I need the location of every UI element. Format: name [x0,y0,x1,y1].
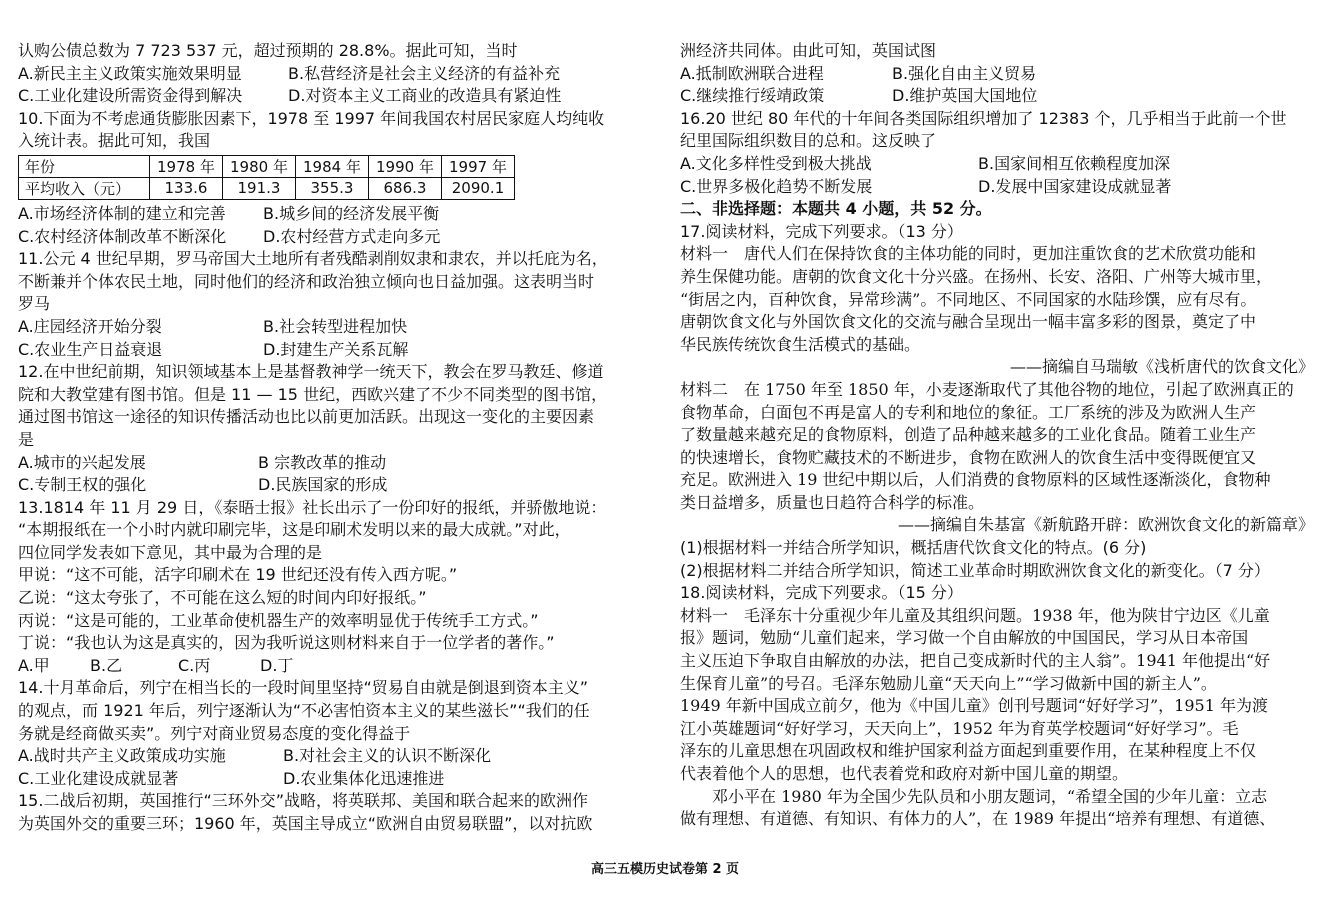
q18-material1: 报》题词，勉励“儿童们起来，学习做一个自由解放的中国国民，学习从日本帝国 [680,628,1249,648]
q10-options-row2 [18,226,656,249]
table-header-row [19,155,515,177]
q12-option-d: D.民族国家的形成 [258,475,388,495]
q10-options-row1 [18,203,656,226]
q15-option-b: B.强化自由主义贸易 [892,63,1037,83]
q15-stem: 洲经济共同体。由此可知，英国试图 [680,41,937,60]
q13-stem: “本期报纸在一个小时内就印刷完毕，这是印刷术发明以来的最大成就。”对此， [18,520,571,540]
q17-material2: 材料二 在 1750 年至 1850 年，小麦逐渐取代了其他谷物的地位，引起了欧洲真正的 [680,379,1294,399]
table-cell: 2090.1 [442,177,515,199]
q17-material1: 养生保健功能。唐朝的饮食文化十分兴盛。在扬州、长安、洛阳、广州等大城市里， [680,266,1273,286]
left-column [18,40,656,836]
q12-stem: 是 [18,429,35,449]
q12-options-row2 [18,474,656,497]
q16-stem: 16.20 世纪 80 年代的十年间各类国际组织增加了 12383 个，几乎相当于此前一个世 [680,108,1287,128]
q10-option-c: C.农村经济体制改革不断深化 [18,226,227,246]
q18-material1: 代表着他个人的思想，也代表着党和政府对新中国儿童的期望。 [680,764,1129,783]
table-cell: 191.3 [223,177,296,199]
q12-option-b: B 宗教改革的推动 [258,452,387,472]
table-cell: 1997 年 [442,155,515,177]
table-row [19,177,515,199]
q10-option-d: D.农村经营方式走向多元 [263,226,441,246]
q16-option-b: B.国家间相互依赖程度加深 [978,153,1171,173]
q14-option-d: D.农业集体化迅速推进 [283,768,445,788]
q14-stem: 14.十月革命后，列宁在相当长的一段时间里坚持“贸易自由就是倒退到资本主义” [18,678,589,698]
q12-stem: 通过图书馆这一途径的知识传播活动也比以前更加活跃。出现这一变化的主要因素 [18,407,595,427]
q17-material2: 的快速增长，食物贮藏技术的不断进步，食物在欧洲人的饮食生活中变得既便宜又 [680,447,1257,467]
q15-option-d: D.维护英国大国地位 [892,86,1038,106]
q14-option-c: C.工业化建设成就显著 [18,768,179,788]
q13-option-c: C.丙 [178,655,211,675]
q17-question-1: (1)根据材料一并结合所学知识，概括唐代饮食文化的特点。(6 分) [680,538,1147,558]
q12-option-a: A.城市的兴起发展 [18,452,146,472]
q11-stem: 11.公元 4 世纪早期，罗马帝国大土地所有者残酷剥削奴隶和隶农，并以托庇为名， [18,249,608,269]
section-heading: 二、非选择题：本题共 4 小题，共 52 分。 [680,199,992,219]
q17-material2: 食物革命，白面包不再是富人的专利和地位的象征。工厂系统的涉及为欧洲人生产 [680,402,1257,422]
q11-option-d: D.封建生产关系瓦解 [263,339,409,359]
q14-option-a: A.战时共产主义政策成功实施 [18,746,226,766]
q13-option-a: A.甲 [18,655,50,675]
page-footer: 高三五模历史试卷第 2 页 [590,862,740,877]
q17-material1-source: ——摘编自马瑞敏《浅析唐代的饮食文化》 [1009,357,1314,377]
q17-material2: 类日益增多，质量也日趋符合科学的标准。 [680,492,985,512]
q15-option-c: C.继续推行绥靖政策 [680,86,825,106]
q18-material1: 泽东的儿童思想在巩固政权和维护国家利益方面起到重要作用，在某种程度上不仅 [680,741,1257,761]
q17-material1: 华民族传统饮食生活模式的基础。 [680,334,921,354]
table-cell: 355.3 [296,177,369,199]
q9-options-row2 [18,85,656,108]
q12-option-c: C.专制王权的强化 [18,475,147,495]
q9-option-c: C.工业化建设所需资金得到解决 [18,86,243,106]
q18-material1: 1949 年新中国成立前夕，他为《中国儿童》创刊号题词“好好学习”，1951 年为渡 [680,696,1268,716]
q9-options-row1 [18,63,656,86]
q18-material1: 主义压迫下争取自由解放的办法，把自己变成新时代的主人翁”。1941 年他提出“好 [680,651,1271,671]
q13-option-b: B.乙 [90,655,123,675]
q18-material1: 做有理想、有道德、有知识、有体力的人”，在 1989 年提出“培养有理想、有道德、 [680,809,1276,829]
q17-heading: 17.阅读材料，完成下列要求。（13 分） [680,221,963,241]
table-cell: 686.3 [369,177,442,199]
q15-stem: 15.二战后初期，英国推行“三环外交”战略，将英联邦、美国和联合起来的欧洲作 [18,791,589,811]
q16-stem: 纪里国际组织数目的总和。这反映了 [680,131,937,151]
q16-options-row2 [680,176,1320,199]
q18-heading: 18.阅读材料，完成下列要求。（15 分） [680,583,963,603]
q18-material1: 邓小平在 1980 年为全国少先队员和小朋友题词，“希望全国的少年儿童：立志 [712,786,1268,806]
q13-stem: 四位同学发表如下意见，其中最为合理的是 [18,542,323,562]
q15-options-row1 [680,63,1320,86]
q10-stem: 10.下面为不考虑通货膨胀因素下，1978 至 1997 年间我国农村居民家庭人均纯收 [18,108,605,128]
table-cell: 1980 年 [223,155,296,177]
income-table [18,155,515,200]
q18-material1: 生保育儿童”的号召。毛泽东勉励儿童“天天向上”“学习做新中国的新主人”。 [680,673,1217,693]
table-cell: 年份 [19,155,150,177]
q11-option-b: B.社会转型进程加快 [263,316,408,336]
q11-options-row1 [18,316,656,339]
q11-stem: 不断兼并个体农民土地，同时他们的经济和政治独立倾向也日益加强。这表明当时 [18,271,595,291]
q13-option-d: D.丁 [260,655,294,675]
table-cell: 1978 年 [150,155,223,177]
q17-material1: “街居之内，百种饮食，异常珍满”。不同地区、不同国家的水陆珍馔，应有尽有。 [680,289,1257,309]
q13-statement-yi: 乙说：“这太夸张了，不可能在这么短的时间内印好报纸。” [18,588,427,608]
q17-material1: 材料一 唐代人们在保持饮食的主体功能的同时，更加注重饮食的艺术欣赏功能和 [680,244,1257,264]
q12-stem: 院和大教堂建有图书馆。但是 11 — 15 世纪，西欧兴建了不少不同类型的图书馆， [18,384,608,404]
right-column [680,40,1320,831]
q18-material1: 江小英雄题词“好好学习，天天向上”，1952 年为育英学校题词“好好学习”。毛 [680,718,1239,738]
q16-option-d: D.发展中国家建设成就显著 [978,176,1172,196]
q15-stem: 为英国外交的重要三环；1960 年，英国主导成立“欧洲自由贸易联盟”，以对抗欧 [18,814,593,833]
q14-stem: 务就是经商做买卖”。列宁对商业贸易态度的变化得益于 [18,723,411,743]
q17-material2: 充足。欧洲进入 19 世纪中期以后，人们消费的食物原料的区域性逐渐淡化，食物种 [680,470,1271,490]
q15-option-a: A.抵制欧洲联合进程 [680,63,824,83]
q15-options-row2 [680,85,1320,108]
q16-option-c: C.世界多极化趋势不断发展 [680,176,873,196]
q11-option-c: C.农业生产日益衰退 [18,339,163,359]
q18-material1: 材料一 毛泽东十分重视少年儿童及其组织问题。1938 年，他为陕甘宁边区《儿童 [680,605,1270,625]
q12-stem: 12.在中世纪前期，知识领域基本上是基督教神学一统天下，教会在罗马教廷、修道 [18,362,604,382]
q13-options [18,655,656,678]
q10-stem: 入统计表。据此可知，我国 [18,131,211,151]
q11-option-a: A.庄园经济开始分裂 [18,316,162,336]
q14-options-row2 [18,768,656,791]
q10-option-a: A.市场经济体制的建立和完善 [18,203,226,223]
table-cell: 1990 年 [369,155,442,177]
q14-options-row1 [18,745,656,768]
q11-stem: 罗马 [18,294,51,314]
q9-option-a: A.新民主主义政策实施效果明显 [18,63,242,83]
q16-options-row1 [680,153,1320,176]
q10-option-b: B.城乡间的经济发展平衡 [263,203,440,223]
q9-option-d: D.对资本主义工商业的改造具有紧迫性 [288,86,562,106]
q13-statement-bing: 丙说：“这是可能的，工业革命使机器生产的效率明显优于传统手工方式。” [18,610,539,630]
q11-options-row2 [18,339,656,362]
q14-option-b: B.对社会主义的认识不断深化 [283,746,492,766]
table-cell: 平均收入（元） [19,177,150,199]
q17-material2: 了数量越来越充足的食物原料，创造了品种越来越多的工业化食品。随着工业生产 [680,425,1257,445]
q13-statement-ding: 丁说：“我也认为这是真实的，因为我听说这则材料来自于一位学者的著作。” [18,633,555,653]
q9-option-b: B.私营经济是社会主义经济的有益补充 [288,63,561,83]
q17-question-2: (2)根据材料二并结合所学知识，简述工业革命时期欧洲饮食文化的新变化。（7 分） [680,560,1270,580]
q13-statement-jia: 甲说：“这不可能，活字印刷术在 19 世纪还没有传入西方呢。” [18,565,458,585]
q17-material2-source: ——摘编自朱基富《新航路开辟：欧洲饮食文化的新篇章》 [897,515,1314,535]
q16-option-a: A.文化多样性受到极大挑战 [680,153,872,173]
q12-options-row1 [18,452,656,475]
q14-stem: 的观点，而 1921 年后，列宁逐渐认为“不必害怕资本主义的某些滋长”“我们的任 [18,701,590,721]
table-cell: 133.6 [150,177,223,199]
q13-stem: 13.1814 年 11 月 29 日，《泰晤士报》社长出示了一份印好的报纸，并骄傲地说： [18,497,607,517]
q9-stem-tail: 认购公债总数为 7 723 537 元，超过预期的 28.8%。据此可知，当时 [18,41,518,60]
table-cell: 1984 年 [296,155,369,177]
q17-material1: 唐朝饮食文化与外国饮食文化的交流与融合呈现出一幅丰富多彩的图景，奠定了中 [680,312,1257,332]
